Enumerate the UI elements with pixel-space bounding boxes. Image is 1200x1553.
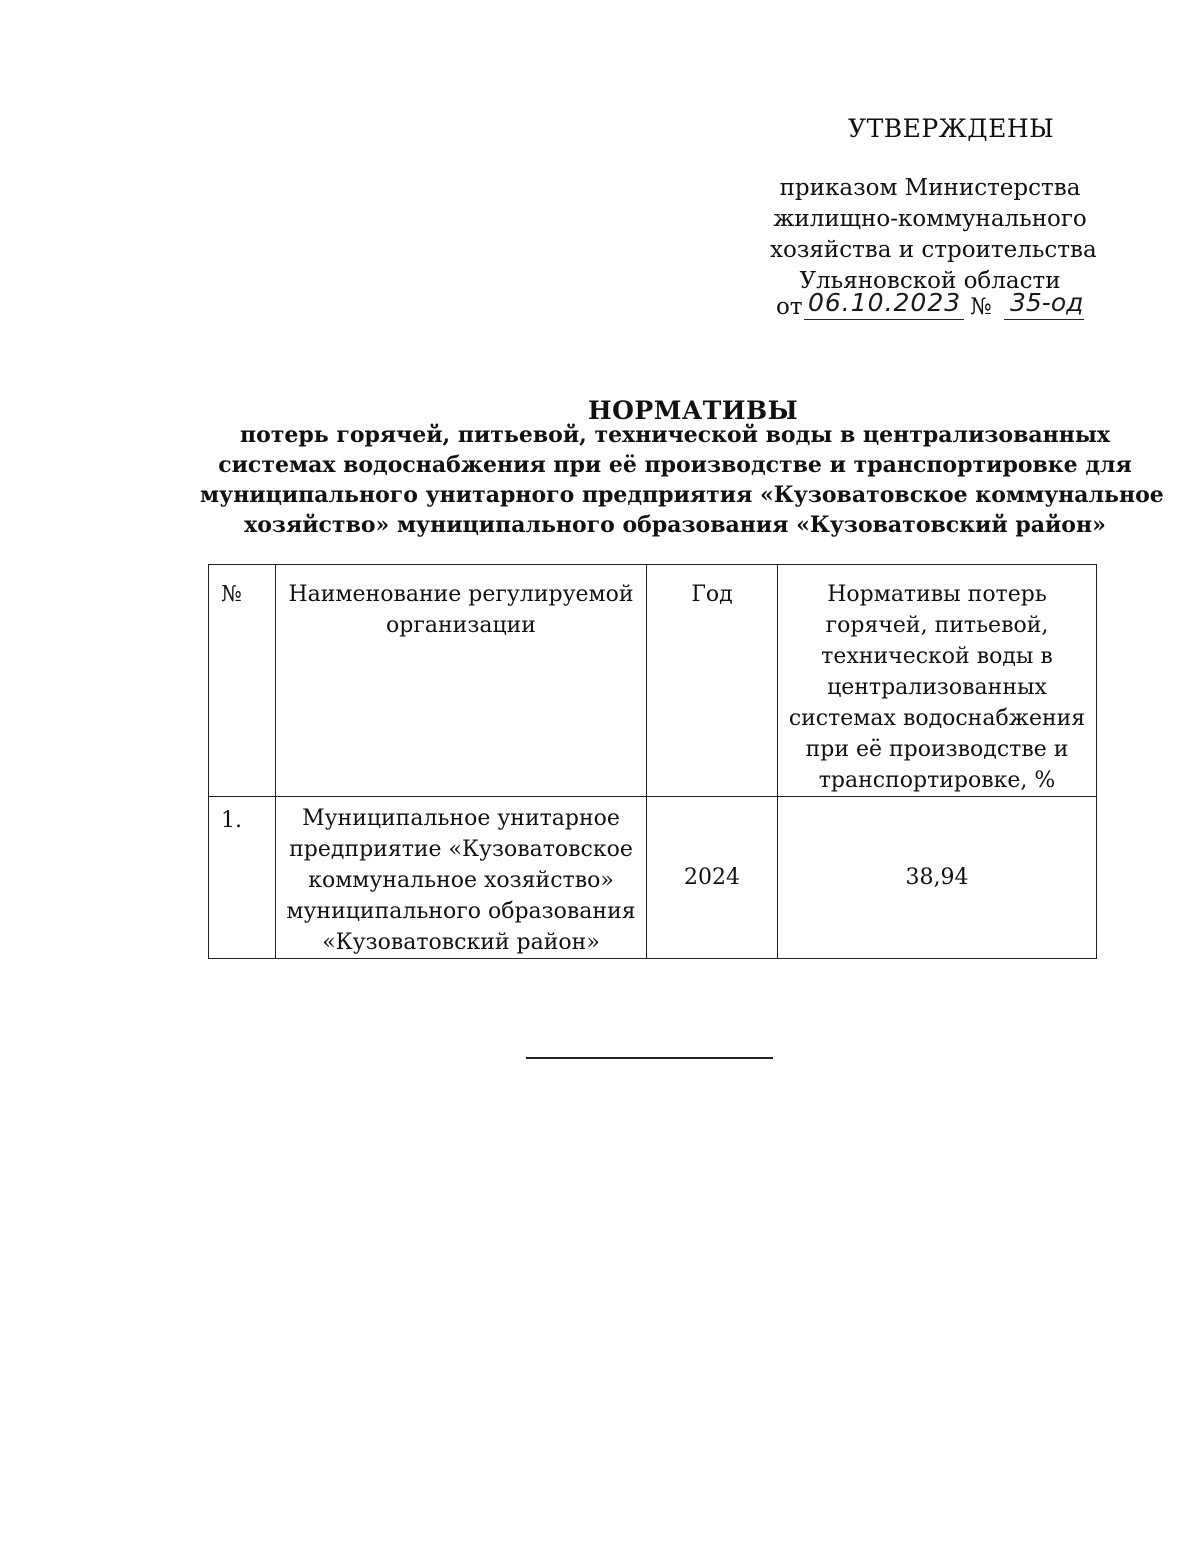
header-organization: Наименование регулируемой организации [276,565,647,797]
document-title: НОРМАТИВЫ [588,396,799,425]
table-header-row [209,565,1097,797]
row-norm-value: 38,94 [778,797,1097,959]
number-prefix: № [970,294,992,320]
order-date-number [770,288,1100,342]
handwritten-date: 06.10.2023 [808,288,962,317]
document-subtitle [200,420,1164,540]
closing-divider [526,1057,773,1059]
table-row [209,797,1097,959]
order-line-3: хозяйства и строительства [770,237,1097,263]
order-reference [770,173,1097,297]
order-line-1: приказом Министерства [779,175,1081,201]
header-norm: Нормативы потерь горячей, питьевой, технической воды в централизованных системах водоснабжения при её производстве и транспортировке, % [778,565,1097,797]
date-underline [804,319,964,320]
date-prefix: от [776,294,803,320]
handwritten-number: 35-од [1010,288,1084,317]
row-year: 2024 [647,797,778,959]
order-line-2: жилищно-коммунального [773,206,1087,232]
header-year: Год [647,565,778,797]
subtitle-line-2: системах водоснабжения при её производстве и транспортировке для [218,452,1132,478]
norms-table [208,564,1097,959]
subtitle-line-1: потерь горячей, питьевой, технической воды в централизованных [239,422,1111,448]
header-number: № [209,565,276,797]
subtitle-line-4: хозяйство» муниципального образования «Кузоватовский район» [244,512,1106,538]
subtitle-line-3: муниципального унитарного предприятия «Кузоватовское коммунальное [200,482,1164,508]
order-line-4: Ульяновской области [799,268,1061,294]
row-organization: Муниципальное унитарное предприятие «Кузоватовское коммунальное хозяйство» муниципального образования «Кузоватовский район» [276,797,647,959]
approval-stamp-heading: УТВЕРЖДЕНЫ [848,114,1055,143]
number-underline [1004,319,1084,320]
row-number: 1. [209,797,276,959]
